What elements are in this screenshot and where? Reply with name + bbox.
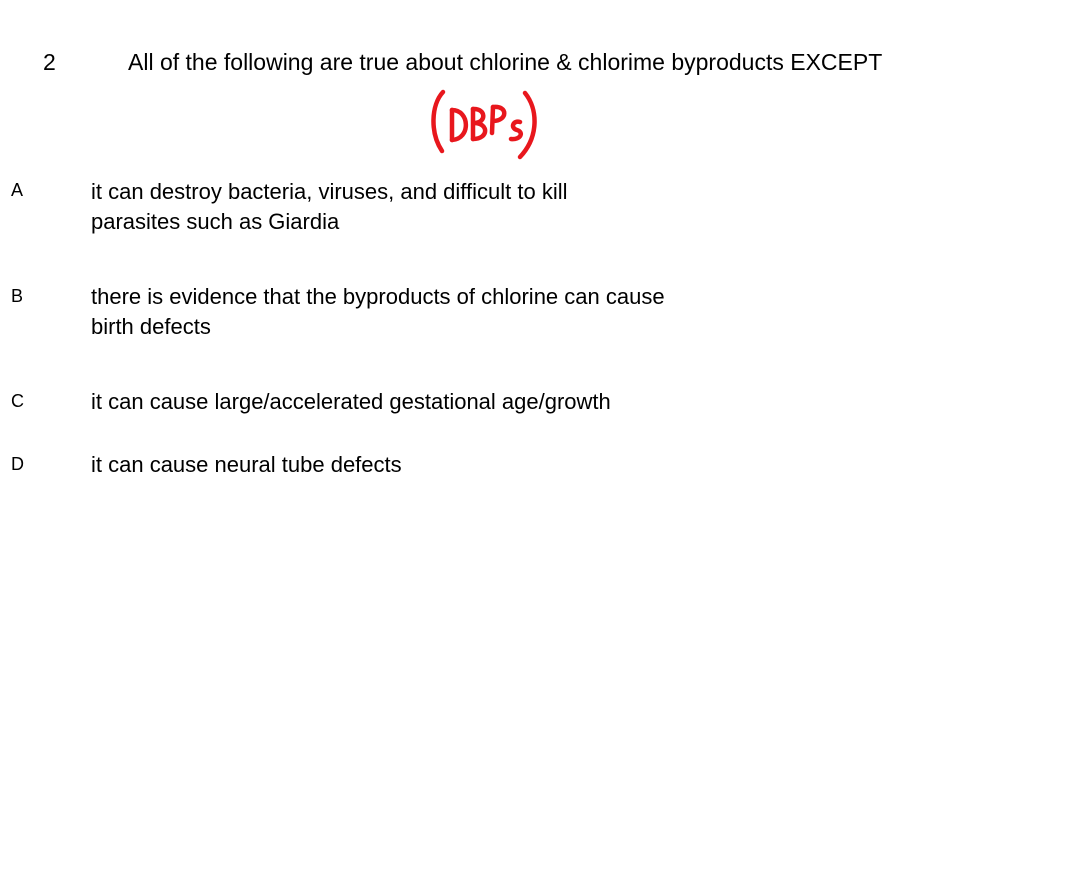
choice-text-b: there is evidence that the byproducts of chlorine can cause birth defects xyxy=(91,284,665,339)
choice-text-a: it can destroy bacteria, viruses, and difficult to kill parasites such as Giardia xyxy=(91,179,568,234)
handwritten-dbps-drawing xyxy=(425,85,545,165)
choice-text-c: it can cause large/accelerated gestational age/growth xyxy=(91,389,611,414)
choice-letter-b: B xyxy=(11,286,24,306)
question-text: All of the following are true about chlorine & chlorime byproducts EXCEPT xyxy=(128,49,883,75)
choice-letter-d: D xyxy=(11,454,24,474)
choice-text-d: it can cause neural tube defects xyxy=(91,452,402,477)
question-number: 2 xyxy=(43,49,56,75)
choice-letter-c: C xyxy=(11,391,24,411)
choice-letter-a: A xyxy=(11,180,24,200)
handwritten-annotation-dbps xyxy=(425,85,545,165)
